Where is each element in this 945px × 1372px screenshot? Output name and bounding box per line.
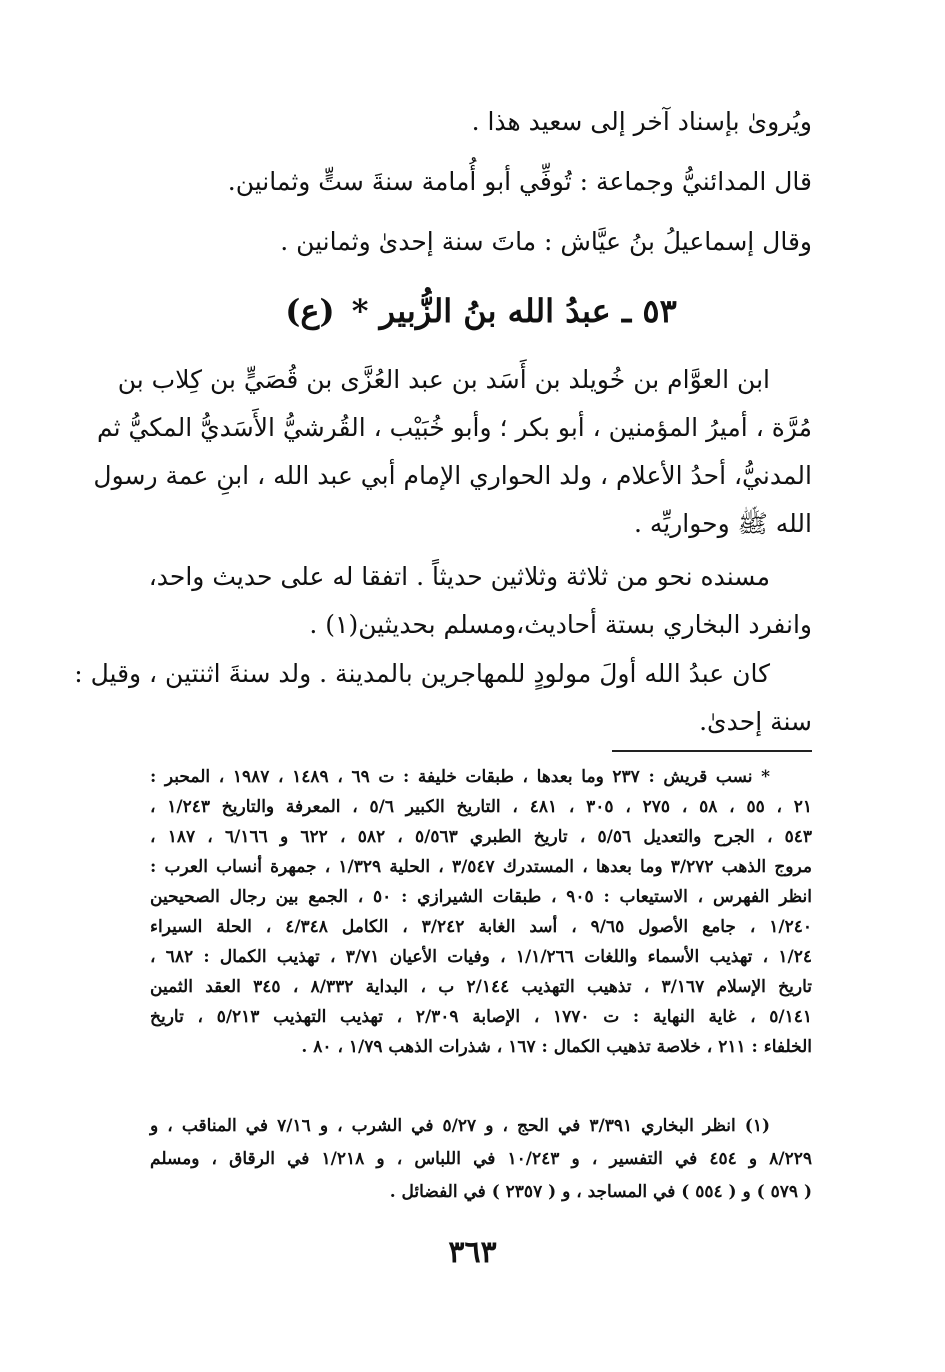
footnote-1 <box>150 1110 812 1209</box>
paragraph-lineage <box>93 356 812 548</box>
intro-lines <box>150 92 812 272</box>
footnote-line: مروج الذهب ٣/٢٧٢ وما بعدها ، المستدرك ٣/٥٤٧ ، الحلية ١/٣٢٩ ، جمهرة أنساب العرب : <box>150 857 812 877</box>
footnote-line: ١/٢٤٠ ، جامع الأصول ٩/٦٥ ، أسد الغابة ٣/٢٤٢ ، الكامل ٤/٣٤٨ ، الحلة السيراء <box>150 917 812 937</box>
entry-title: ٥٣ ـ عبدُ الله بنُ الزُّبير * <box>351 292 677 330</box>
paragraph-line: مسنده نحو من ثلاثة وثلاثين حديثاً . اتفقا له على حديث واحد، <box>148 562 770 591</box>
footnote-line: انظر الفهرس ، الاستيعاب : ٩٠٥ ، طبقات الشيرازي : ٥٠ ، الجمع بين رجال الصحيحين <box>150 887 812 907</box>
footnote-line: (١) انظر البخاري ٣/٣٩١ في الحج ، و ٥/٢٧ في الشرب ، و ٧/١٦ في المناقب ، و <box>150 1116 771 1136</box>
footnote-line: ٨/٢٢٩ و ٤٥٤ في التفسير ، و ١٠/٢٤٣ في اللباس ، و ١/٢١٨ في الرقاق ، ومسلم <box>150 1149 812 1169</box>
paragraph-line: كان عبدُ الله أولَ مولودٍ للمهاجرين بالمدينة . ولد سنةَ اثنتين ، وقيل : <box>74 659 770 688</box>
intro-line: ويُروىٰ بإسناد آخر إلى سعيد هذا . <box>471 107 812 136</box>
paragraph-line: الله ﷺ وحواريِّه . <box>633 509 812 538</box>
paragraph-line: المدنيُّ، أحدُ الأعلام ، ولد الحواري الإمام أبي عبد الله ، ابنِ عمة رسول <box>93 461 812 490</box>
entry-heading <box>150 286 812 336</box>
footnote-line: ٥٤٣ ، الجرح والتعديل ٥/٥٦ ، تاريخ الطبري ٥/٥٦٣ ، ٥٨٢ ، ٦٢٢ و ٦/١٦٦ ، ١٨٧ ، <box>150 827 813 847</box>
footnote-line: * نسب قريش : ٢٣٧ وما بعدها ، طبقات خليفة : ت ٦٩ ، ١٤٨٩ ، ١٩٨٧ ، المحبر : <box>150 767 771 787</box>
page-number: ٣٦٣ <box>448 1235 497 1270</box>
intro-line: وقال إسماعيلُ بنُ عيَّاش : ماتَ سنة إحدىٰ وثمانين . <box>280 227 812 256</box>
footnote-line: تاريخ الإسلام ٣/١٦٧ ، تذهيب التهذيب ٢/١٤٤ ب ، البداية ٨/٣٣٢ ، ٣٤٥ العقد الثمين <box>150 977 812 997</box>
footnote-line: ( ٥٧٩ ) و ( ٥٥٤ ) في المساجد ، و ( ٢٣٥٧ ) في الفضائل . <box>389 1182 812 1202</box>
paragraph-line: وانفرد البخاري بستة أحاديث،ومسلم بحديثين(١) . <box>309 610 812 639</box>
footnote-line: ٢١ ، ٥٥ ، ٥٨ ، ٢٧٥ ، ٣٠٥ ، ٤٨١ ، التاريخ الكبير ٥/٦ ، المعرفة والتاريخ ١/٢٤٣ ، <box>150 797 813 817</box>
footnote-sources <box>150 762 812 1062</box>
footnote-line: الخلفاء : ٢١١ ، خلاصة تذهيب الكمال : ١٦٧ ، شذرات الذهب ١/٧٩ ، ٨٠ . <box>301 1037 812 1057</box>
intro-line: قال المدائنيُّ وجماعة : تُوفِّي أبو أُمامة سنةَ ستٍّ وثمانين. <box>227 167 812 196</box>
footnote-line: ٥/١٤١ ، غاية النهاية : ت ١٧٧٠ ، الإصابة ٢/٣٠٩ ، تهذيب التهذيب ٥/٢١٣ ، تاريخ <box>150 1007 813 1027</box>
paragraph-birth <box>74 650 812 746</box>
paragraph-line: ابن العوَّام بن خُويلد بن أَسَد بن عبد العُزَّى بن قُصَيٍّ بن كِلاب بن <box>117 365 770 394</box>
footnote-line: ١/٢٤ ، تهذيب الأسماء واللغات ١/١/٢٦٦ ، وفيات الأعيان ٣/٧١ ، تهذيب الكمال : ٦٨٢ ، <box>150 947 812 967</box>
entry-tag: (ع) <box>285 292 335 330</box>
paragraph-line: سنة إحدىٰ. <box>699 707 812 736</box>
footnote-divider <box>612 750 812 752</box>
paragraph-line: مُرَّة ، أميرُ المؤمنين ، أبو بكر ؛ وأبو خُبَيْب ، القُرشيُّ الأَسَديُّ المكيُّ ثم <box>96 413 812 442</box>
paragraph-musnad <box>150 553 812 649</box>
